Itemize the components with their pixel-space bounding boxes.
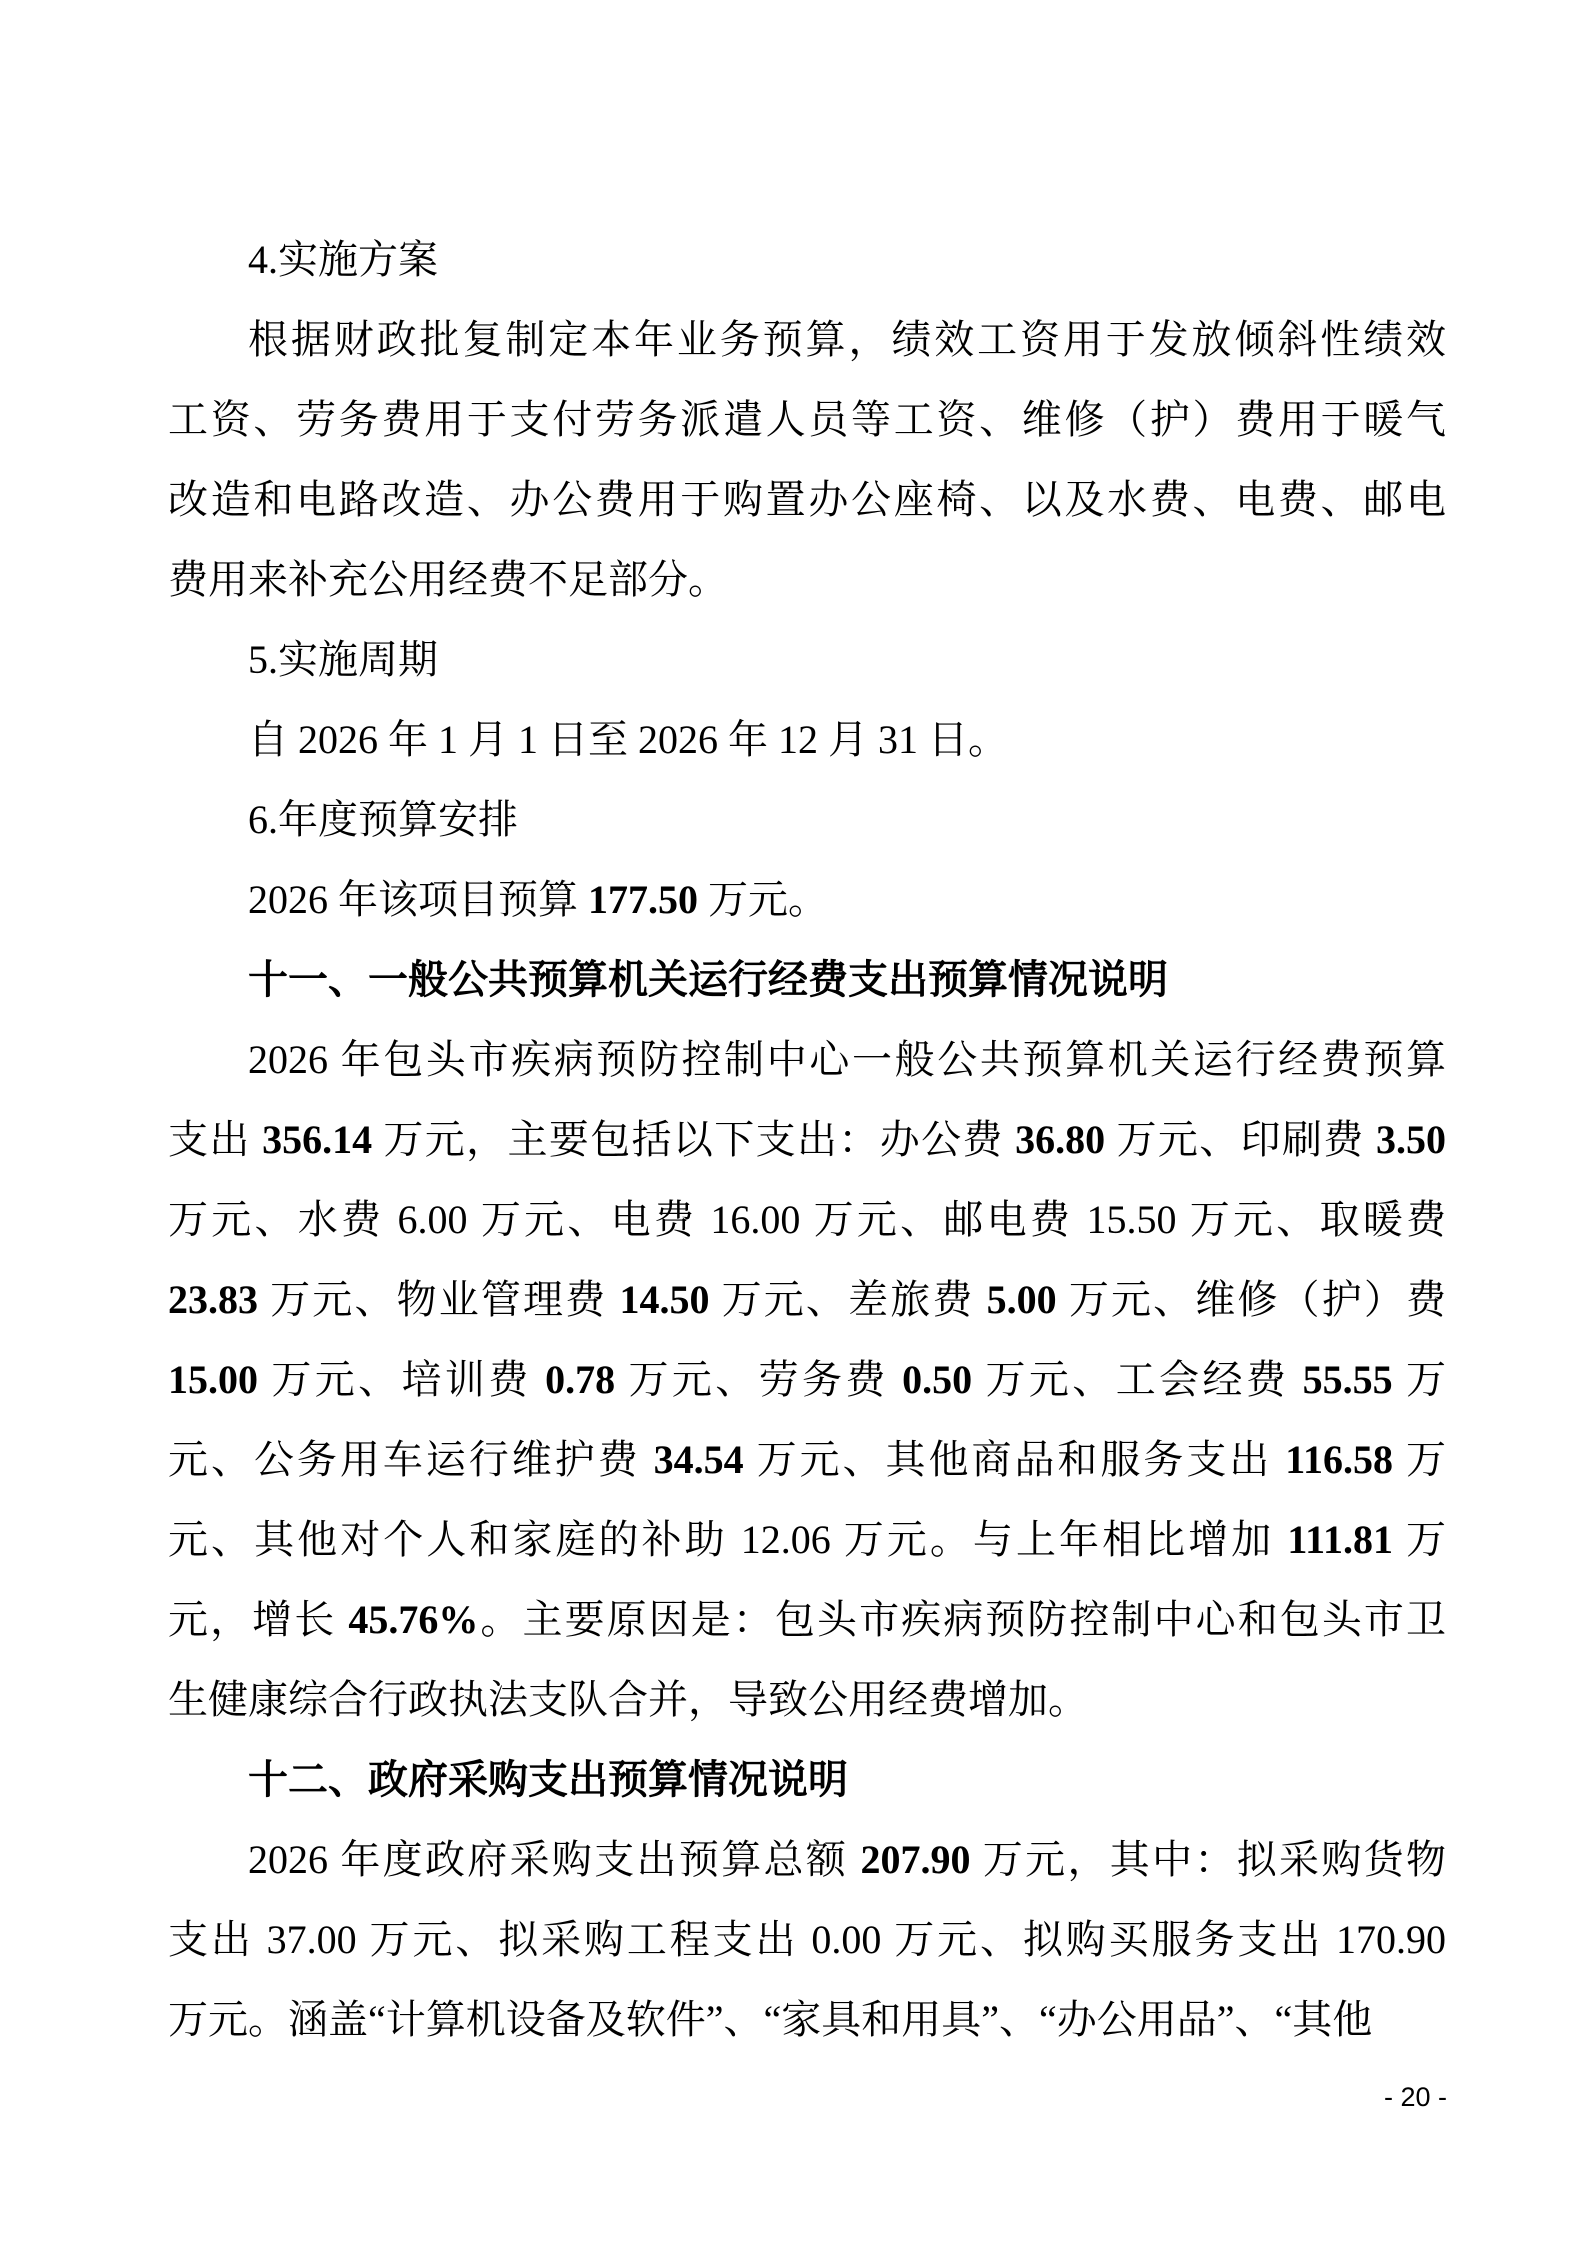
- text-run: 十二、政府采购支出预算情况说明: [248, 1758, 848, 1802]
- text-run: 116.58: [1285, 1437, 1394, 1482]
- text-run: 十一、一般公共预算机关运行经费支出预算情况说明: [248, 958, 1168, 1002]
- text-run: 万: [1393, 1437, 1447, 1482]
- text-line: [168, 220, 1446, 300]
- section-heading: [168, 1740, 1446, 1820]
- text-run: 万元、水费 6.00 万元、电费 16.00 万元、邮电费 15.50 万元、取暖费: [168, 1197, 1446, 1242]
- text-run: 万元。: [698, 877, 828, 922]
- text-run: 万: [1392, 1357, 1447, 1402]
- text-run: 356.14: [262, 1117, 373, 1162]
- text-run: 45.76%: [348, 1597, 479, 1642]
- text-line: [168, 1580, 1446, 1660]
- text-run: 万元、劳务费: [615, 1357, 903, 1402]
- text-run: 2026 年度政府采购支出预算总额: [248, 1837, 861, 1882]
- text-run: 6.年度预算安排: [248, 797, 518, 842]
- text-run: 15.00: [168, 1357, 258, 1402]
- text-run: 36.80: [1015, 1117, 1106, 1162]
- text-run: 元，增长: [168, 1597, 349, 1642]
- text-run: 万: [1392, 1517, 1447, 1562]
- text-line: [168, 1100, 1446, 1180]
- text-run: 207.90: [860, 1837, 971, 1882]
- text-run: 万元、差旅费: [709, 1277, 987, 1322]
- text-run: 2026 年该项目预算: [248, 877, 588, 922]
- text-run: 2026 年包头市疾病预防控制中心一般公共预算机关运行经费预算: [248, 1037, 1446, 1082]
- text-run: 根据财政批复制定本年业务预算，绩效工资用于发放倾斜性绩效: [248, 317, 1446, 362]
- text-line: [168, 620, 1446, 700]
- text-run: 万元、其他商品和服务支出: [743, 1437, 1286, 1482]
- text-run: 支出 37.00 万元、拟采购工程支出 0.00 万元、拟购买服务支出 170.90: [168, 1917, 1446, 1962]
- text-run: 3.50: [1376, 1117, 1447, 1162]
- text-run: 万元，主要包括以下支出：办公费: [372, 1117, 1016, 1162]
- text-run: 111.81: [1287, 1517, 1393, 1562]
- text-run: 万元，其中：拟采购货物: [970, 1837, 1447, 1882]
- text-run: 。主要原因是：包头市疾病预防控制中心和包头市卫: [478, 1597, 1447, 1642]
- text-run: 5.实施周期: [248, 637, 438, 682]
- text-run: 万元、印刷费: [1105, 1117, 1377, 1162]
- text-line: [168, 380, 1446, 460]
- text-run: 自 2026 年 1 月 1 日至 2026 年 12 月 31 日。: [248, 717, 1008, 762]
- text-run: 支出: [168, 1117, 263, 1162]
- text-run: 生健康综合行政执法支队合并，导致公用经费增加。: [168, 1677, 1088, 1722]
- text-line: [168, 1420, 1446, 1500]
- page-number: - 20 -: [1383, 2082, 1447, 2112]
- text-run: 工资、劳务费用于支付劳务派遣人员等工资、维修（护）费用于暖气: [168, 397, 1446, 442]
- text-run: 万元。涵盖“计算机设备及软件”、“家具和用具”、“办公用品”、“其他: [168, 1997, 1373, 2042]
- text-run: 5.00: [986, 1277, 1057, 1322]
- text-line: [168, 700, 1446, 780]
- text-line: [168, 1660, 1446, 1740]
- text-run: 元、其他对个人和家庭的补助 12.06 万元。与上年相比增加: [168, 1517, 1288, 1562]
- text-run: 费用来补充公用经费不足部分。: [168, 557, 728, 602]
- text-line: [168, 780, 1446, 860]
- text-run: 万元、工会经费: [972, 1357, 1303, 1402]
- text-line: [168, 1340, 1446, 1420]
- text-line: [168, 1180, 1446, 1260]
- text-line: [168, 300, 1446, 380]
- text-line: [168, 1260, 1446, 1340]
- text-run: 0.50: [902, 1357, 973, 1402]
- text-run: 元、公务用车运行维护费: [168, 1437, 654, 1482]
- text-run: 177.50: [588, 877, 698, 922]
- text-run: 34.54: [653, 1437, 744, 1482]
- text-run: 万元、维修（护）费: [1056, 1277, 1447, 1322]
- text-run: 55.55: [1302, 1357, 1393, 1402]
- document-content: [168, 220, 1446, 2060]
- text-run: 万元、培训费: [258, 1357, 546, 1402]
- text-line: [168, 1980, 1446, 2060]
- text-line: [168, 1900, 1446, 1980]
- text-run: 4.实施方案: [248, 237, 438, 282]
- text-line: [168, 860, 1446, 940]
- section-heading: [168, 940, 1446, 1020]
- text-line: [168, 460, 1446, 540]
- text-run: 0.78: [545, 1357, 616, 1402]
- text-run: 万元、物业管理费: [258, 1277, 620, 1322]
- text-line: [168, 1500, 1446, 1580]
- text-line: [168, 1020, 1446, 1100]
- text-line: [168, 1820, 1446, 1900]
- text-run: 改造和电路改造、办公费用于购置办公座椅、以及水费、电费、邮电: [168, 477, 1446, 522]
- text-run: 14.50: [619, 1277, 710, 1322]
- text-run: 23.83: [168, 1277, 258, 1322]
- text-line: [168, 540, 1446, 620]
